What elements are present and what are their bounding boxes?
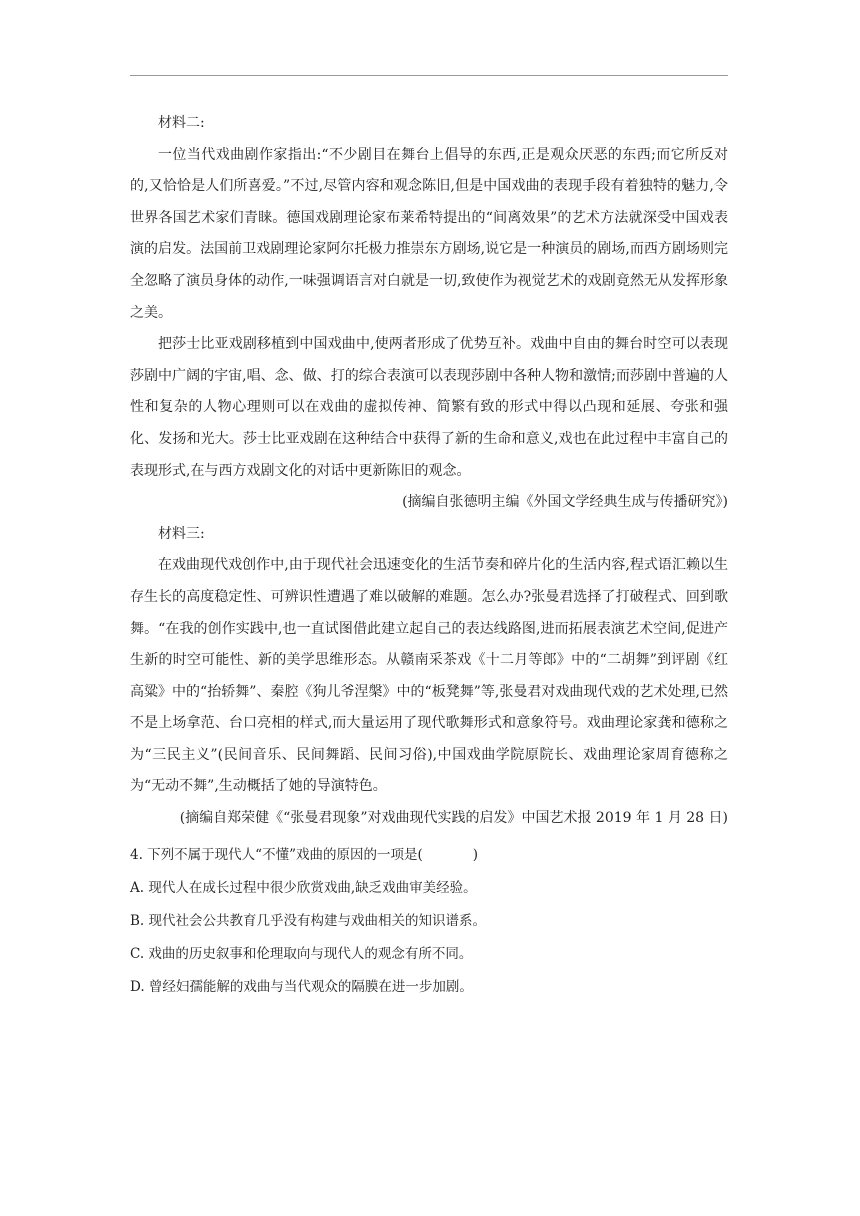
material-3-label: 材料三: bbox=[158, 525, 205, 542]
question-stem-text: 4. 下列不属于现代人“不懂”戏曲的原因的一项是( bbox=[130, 846, 423, 863]
option-c: C. 戏曲的历史叙事和伦理取向与现代人的观念有所不同。 bbox=[130, 945, 473, 962]
question-stem-close: ) bbox=[472, 846, 479, 863]
material-2-paragraph-2: 把莎士比亚戏剧移植到中国戏曲中,使两者形成了优势互补。戏曲中自由的舞台时空可以表现莎剧中广阔的宇宙,唱、念、做、打的综合表演可以表现莎剧中各种人物和激情;而莎剧中普遍的人性和复杂的人物心理则可以在戏曲的虚拟传神、简繁有致的形式中得以凸现和延展、夸张和强化、发扬和光大。莎士比亚戏剧在这种结合中获得了新的生命和意义,戏也在此过程中丰富自己的表现形式,在与西方戏剧文化的对话中更新陈旧的观念。 bbox=[130, 336, 728, 479]
header-rule bbox=[130, 75, 728, 76]
material-3-paragraph-1: 在戏曲现代戏创作中,由于现代社会迅速变化的生活节奏和碎片化的生活内容,程式语汇赖以生存生长的高度稳定性、可辨识性遭遇了难以破解的难题。怎么办?张曼君选择了打破程式、回到歌舞。“在我的创作实践中,也一直试图借此建立起自己的表达线路图,进而拓展表演艺术空间,促进产生新的时空可能性、新的美学思维形态。从赣南采茶戏《十二月等郎》中的“二胡舞”到评剧《红高粱》中的“抬轿舞”、秦腔《狗儿爷涅槃》中的“板凳舞”等,张曼君对戏曲现代戏的艺术处理,已然不是上场拿范、台口亮相的样式,而大量运用了现代歌舞形式和意象符号。戏曲理论家龚和德称之为“三民主义”(民间音乐、民间舞蹈、民间习俗),中国戏曲学院原院长、戏曲理论家周育德称之为“无动不舞”,生动概括了她的导演特色。 bbox=[130, 557, 728, 795]
option-d: D. 曾经妇孺能解的戏曲与当代观众的隔膜在进一步加剧。 bbox=[130, 978, 473, 995]
material-3-source: (摘编自郑荣健《“张曼君现象”对戏曲现代实践的启发》中国艺术报 2019 年 1 月 28 日) bbox=[179, 810, 728, 827]
option-a: A. 现代人在成长过程中很少欣赏戏曲,缺乏戏曲审美经验。 bbox=[130, 879, 477, 896]
question-stem bbox=[130, 839, 728, 872]
material-2-paragraph-1: 一位当代戏曲剧作家指出:“不少剧目在舞台上倡导的东西,正是观众厌恶的东西;而它所反对的,又恰恰是人们所喜爱。”不过,尽管内容和观念陈旧,但是中国戏曲的表现手段有着独特的魅力,令世界各国艺术家们青睐。德国戏剧理论家布莱希特提出的“间离效果”的艺术方法就深受中国戏表演的启发。法国前卫戏剧理论家阿尔托极力推崇东方剧场,说它是一种演员的剧场,而西方剧场则完全忽略了演员身体的动作,一味强调语言对白就是一切,致使作为视觉艺术的戏剧竟然无从发挥形象之美。 bbox=[130, 146, 728, 321]
material-2-label: 材料二: bbox=[158, 115, 205, 131]
option-b: B. 现代社会公共教育几乎没有构建与戏曲相关的知识谱系。 bbox=[130, 912, 487, 929]
question-4 bbox=[130, 839, 728, 1004]
document-page bbox=[130, 108, 728, 1004]
material-2-source: (摘编自张德明主编《外国文学经典生成与传播研究》) bbox=[402, 494, 728, 511]
